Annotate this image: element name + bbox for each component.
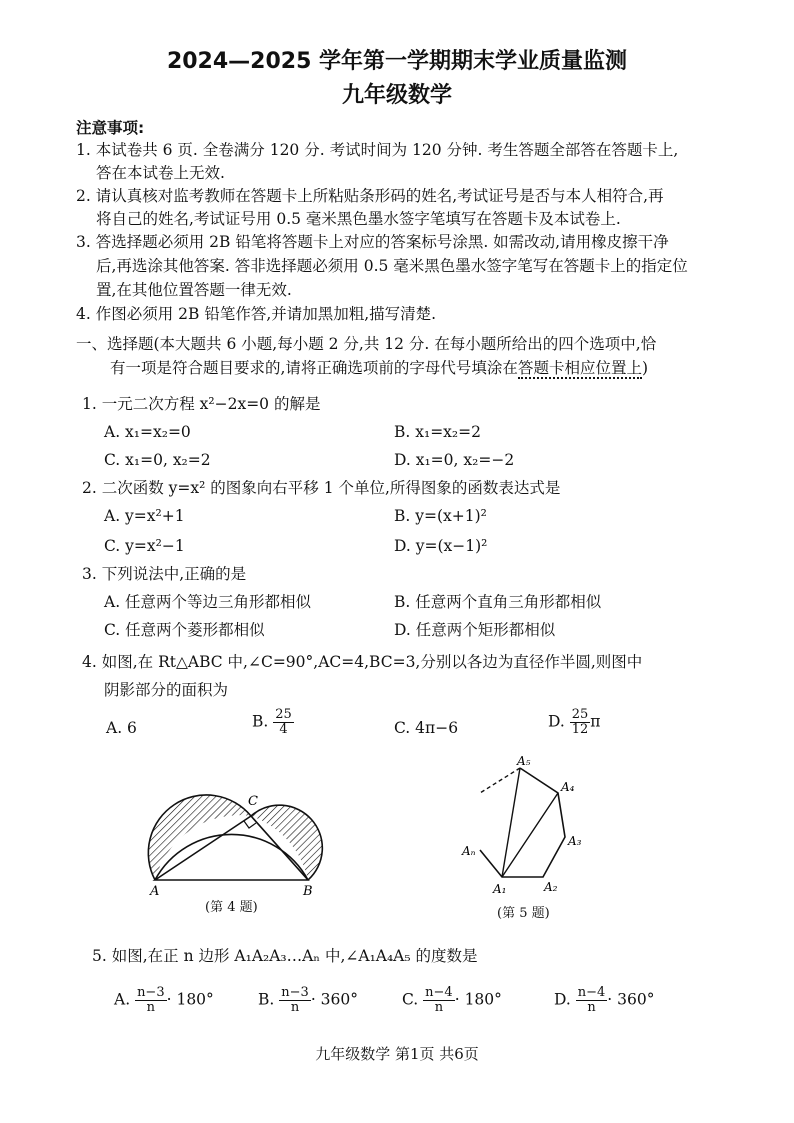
q4-figure-caption: (第 4 题) — [205, 900, 258, 915]
note-1b: 答在本试卷上无效. — [96, 164, 225, 182]
q2-option-a: A. y=x²+1 — [104, 507, 185, 525]
fraction-denominator: n — [587, 1000, 596, 1015]
fraction-numerator: n−4 — [577, 985, 606, 1000]
q5-label-an: Aₙ — [462, 844, 476, 858]
fraction-numerator: 25 — [571, 707, 589, 722]
note-4: 4. 作图必须用 2B 铅笔作答,并请加黑加粗,描写清楚. — [76, 305, 437, 323]
fraction-denominator: n — [434, 1000, 444, 1015]
q4-stem-b: 阴影部分的面积为 — [104, 681, 229, 699]
fraction-numerator: n−4 — [425, 985, 453, 1000]
q1-stem: 1. 一元二次方程 x²−2x=0 的解是 — [82, 395, 321, 413]
q5-label-a3: A₃ — [568, 834, 582, 848]
q5-option-b — [258, 986, 358, 1015]
fraction-denominator: 12 — [571, 722, 589, 737]
q1-option-c: C. x₁=0, x₂=2 — [104, 451, 211, 469]
q4-option-d-label: D. — [548, 712, 565, 731]
page-footer: 九年级数学 第1页 共6页 — [315, 1045, 479, 1063]
q5-option-c-tail: · 180° — [454, 990, 502, 1009]
q5-dashed-edge — [480, 768, 520, 793]
q5-label-a1: A₁ — [493, 882, 507, 896]
fraction-numerator: n−3 — [137, 985, 165, 1000]
q5-option-a — [114, 986, 214, 1015]
q5-label-a4: A₄ — [561, 780, 575, 794]
q2-option-d: D. y=(x−1)² — [394, 537, 488, 555]
q3-option-b: B. 任意两个直角三角形都相似 — [394, 593, 602, 611]
q4-option-c: C. 4π−6 — [394, 719, 459, 737]
q5-option-d — [554, 986, 655, 1015]
page-title: 2024—2025 学年第一学期期末学业质量监测 — [166, 49, 628, 74]
note-2a: 2. 请认真核对监考教师在答题卡上所粘贴条形码的姓名,考试证号是否与本人相符合,再 — [76, 187, 664, 205]
q5-option-b-tail: · 360° — [310, 990, 359, 1009]
q5-option-c-label: C. — [402, 990, 419, 1009]
q2-option-c: C. y=x²−1 — [104, 537, 185, 555]
q5-option-a-tail: · 180° — [166, 990, 214, 1009]
q1-option-d: D. x₁=0, x₂=−2 — [394, 451, 515, 469]
q4-option-d-fraction — [570, 708, 591, 737]
q4-label-b: B — [303, 884, 313, 899]
section1-instruction-text: 有一项是符合题目要求的,请将正确选项前的字母代号填涂在 — [110, 359, 518, 377]
q4-stem-a: 4. 如图,在 Rt△ABC 中,∠C=90°,AC=4,BC=3,分别以各边为直径作半圆,则图中 — [82, 653, 643, 671]
q5-option-b-fraction — [279, 986, 311, 1015]
note-3a: 3. 答选择题必须用 2B 铅笔将答题卡上对应的答案标号涂黑. 如需改动,请用橡皮擦干净 — [76, 233, 669, 251]
q4-option-b-fraction — [273, 708, 294, 737]
note-2b: 将自己的姓名,考试证号用 0.5 毫米黑色墨水签字笔填写在答题卡及本试卷上. — [96, 210, 621, 228]
q4-option-b-label: B. — [252, 712, 269, 731]
q4-label-c: C — [248, 794, 258, 809]
notes-heading: 注意事项: — [76, 119, 145, 137]
q4-option-d — [548, 708, 600, 737]
q5-option-c-fraction — [423, 986, 455, 1015]
q4-shaded-lune-bc — [251, 805, 322, 880]
q2-stem: 2. 二次函数 y=x² 的图象向右平移 1 个单位,所得图象的函数表达式是 — [82, 479, 561, 497]
q4-option-b — [252, 708, 294, 737]
q5-option-c — [402, 986, 502, 1015]
q5-option-d-tail: · 360° — [607, 990, 655, 1009]
section1-instruction — [110, 358, 648, 378]
section1-heading: 一、选择题(本大题共 6 小题,每小题 2 分,共 12 分. 在每小题所给出的四个选项中,恰 — [76, 335, 657, 353]
q5-figure-caption: (第 5 题) — [497, 906, 550, 921]
q4-label-a: A — [150, 884, 160, 899]
q5-option-d-fraction — [576, 986, 608, 1015]
q5-diagonal-a1a5 — [502, 768, 520, 877]
fraction-denominator: 4 — [279, 722, 288, 737]
q5-figure — [455, 755, 615, 905]
note-3c: 置,在其他位置答题一律无效. — [96, 281, 292, 299]
q5-option-d-label: D. — [554, 990, 571, 1009]
q3-option-c: C. 任意两个菱形都相似 — [104, 621, 265, 639]
q1-option-a: A. x₁=x₂=0 — [104, 423, 191, 441]
fraction-numerator: 25 — [275, 707, 292, 722]
q2-option-b: B. y=(x+1)² — [394, 507, 487, 525]
fraction-denominator: n — [290, 1000, 300, 1015]
note-1a: 1. 本试卷共 6 页. 全卷满分 120 分. 考试时间为 120 分钟. 考生答题全部答在答题卡上, — [76, 141, 679, 159]
section1-emphasis: 答题卡相应位置上 — [517, 359, 642, 377]
q4-option-a: A. 6 — [106, 719, 137, 737]
q5-option-b-label: B. — [258, 990, 275, 1009]
section1-instruction-end: ) — [641, 359, 649, 377]
q4-option-d-tail: π — [590, 712, 601, 731]
fraction-numerator: n−3 — [281, 985, 309, 1000]
q4-right-angle-mark — [244, 821, 256, 828]
q4-semicircle-ab — [155, 834, 308, 880]
page-subtitle: 九年级数学 — [341, 83, 452, 108]
q5-option-a-fraction — [135, 986, 167, 1015]
q3-option-a: A. 任意两个等边三角形都相似 — [104, 593, 312, 611]
q5-option-a-label: A. — [114, 990, 131, 1009]
fraction-denominator: n — [146, 1000, 156, 1015]
note-3b: 后,再选涂其他答案. 答非选择题必须用 0.5 毫米黑色墨水签字笔写在答题卡上的指定位 — [96, 257, 688, 275]
q3-option-d: D. 任意两个矩形都相似 — [394, 621, 556, 639]
q1-option-b: B. x₁=x₂=2 — [394, 423, 481, 441]
q5-label-a5: A₅ — [517, 755, 531, 768]
q3-stem: 3. 下列说法中,正确的是 — [82, 565, 247, 583]
q5-label-a2: A₂ — [544, 880, 558, 894]
q5-stem: 5. 如图,在正 n 边形 A₁A₂A₃…Aₙ 中,∠A₁A₄A₅ 的度数是 — [92, 947, 478, 965]
